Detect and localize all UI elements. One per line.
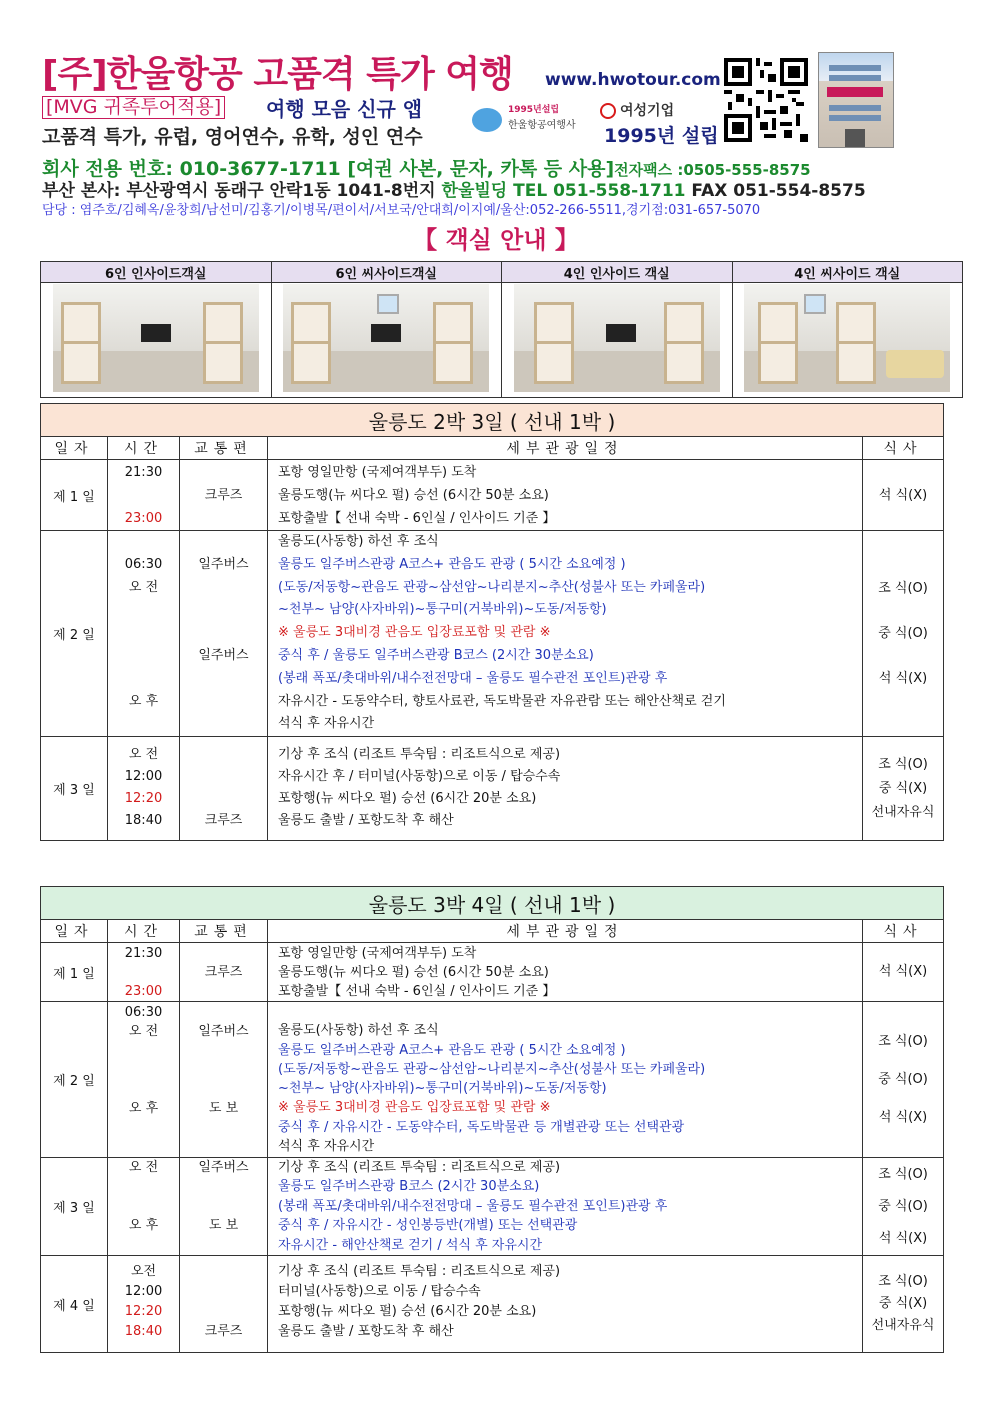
time-list bbox=[108, 531, 180, 737]
transport-text bbox=[180, 766, 267, 788]
time-text: 오 전 bbox=[128, 747, 159, 763]
app-tag: 여행 모음 신규 앱 bbox=[266, 97, 423, 121]
col-meal: 식사 bbox=[863, 920, 944, 943]
transport-list bbox=[180, 943, 268, 1002]
day-label: 제 2 일 bbox=[41, 1002, 108, 1158]
meal-text: 석 식(X) bbox=[878, 671, 928, 687]
itinerary-line: 울릉도 일주버스관광 A코스+ 관음도 관광 ( 5시간 소요예정 ) bbox=[278, 556, 626, 572]
transport-text: 크루즈 bbox=[204, 1324, 243, 1339]
tour-3n4d-table bbox=[40, 886, 944, 1353]
mvg-tag: [MVG 귀족투어적용] bbox=[42, 96, 225, 119]
time-text: 18:40 bbox=[124, 1324, 163, 1339]
itinerary-line: ※ 울릉도 3대비경 관음도 입장료포함 및 관람 ※ bbox=[278, 625, 551, 641]
time-text: 18:40 bbox=[124, 813, 163, 829]
col-time: 시간 bbox=[108, 437, 180, 460]
office-building-photo bbox=[818, 52, 894, 148]
transport-text bbox=[180, 1197, 267, 1216]
transport-text bbox=[180, 1177, 267, 1196]
col-detail: 세부관광일정 bbox=[268, 920, 863, 943]
itinerary-line: (도동/저동항~관음도 관광~삼선암~나리분지~추산(성불사 또는 카페울라) bbox=[278, 579, 706, 595]
time-text bbox=[108, 963, 179, 982]
day-label: 제 1 일 bbox=[41, 460, 108, 531]
time-text: 12:00 bbox=[124, 1284, 163, 1299]
itinerary-line: 석식 후 자유시간 bbox=[278, 716, 375, 732]
day-label: 제 2 일 bbox=[41, 531, 108, 737]
transport-text bbox=[180, 1282, 267, 1302]
meal-list bbox=[863, 1002, 944, 1158]
tour-title: 울릉도 2박 3일 ( 선내 1박 ) bbox=[41, 404, 944, 437]
col-transport: 교통편 bbox=[180, 437, 268, 460]
transport-text: 크루즈 bbox=[204, 813, 243, 829]
itinerary-line: 기상 후 조식 (리조트 투숙팀 : 리조트식으로 제공) bbox=[278, 1264, 561, 1279]
meal-list bbox=[863, 531, 944, 737]
transport-text: 일주버스 bbox=[198, 1160, 249, 1175]
time-text bbox=[108, 1177, 179, 1196]
time-text: 12:20 bbox=[124, 1304, 163, 1319]
itinerary-line: ~천부~ 남양(사자바위)~통구미(거북바위)~도동/저동항) bbox=[278, 1081, 607, 1097]
tour-2n3d-table bbox=[40, 403, 944, 841]
transport-text: 일주버스 bbox=[198, 647, 249, 663]
itinerary-lines bbox=[268, 1002, 863, 1158]
room-label: 6인 씨사이드객실 bbox=[271, 262, 502, 283]
itinerary-line: 울릉도 일주버스관광 B코스 (2시간 30분소요) bbox=[278, 1179, 540, 1195]
transport-list bbox=[180, 737, 268, 841]
transport-list bbox=[180, 531, 268, 737]
time-list bbox=[108, 1256, 180, 1353]
itinerary-line: ※ 울릉도 3대비경 관음도 입장료포함 및 관람 ※ bbox=[278, 1100, 551, 1116]
itinerary-line: 중식 후 / 울릉도 일주버스관광 B코스 (2시간 30분소요) bbox=[278, 647, 594, 663]
itinerary-line: 포항 영일만항 (국제여객부두) 도착 bbox=[278, 465, 477, 480]
room-label: 4인 인사이드 객실 bbox=[502, 262, 733, 283]
agency-name: 한울항공여행사 bbox=[508, 120, 576, 131]
day-label: 제 1 일 bbox=[41, 943, 108, 1002]
itinerary-line: (봉래 폭포/촛대바위/내수전전망대 – 울릉도 필수관전 포인트)관광 후 bbox=[278, 1198, 668, 1214]
meal-text: 석 식(X) bbox=[878, 964, 928, 979]
company-title: [주]한울항공 고품격 특가 여행 bbox=[42, 54, 513, 95]
transport-text bbox=[180, 1061, 267, 1080]
transport-text bbox=[180, 1262, 267, 1282]
time-text bbox=[108, 1197, 179, 1216]
meal-text: 선내자유식 bbox=[871, 1318, 935, 1333]
room-photo-cell bbox=[732, 283, 963, 398]
time-list bbox=[108, 737, 180, 841]
itinerary-line: 중식 후 / 자유시간 - 성인봉등반(개별) 또는 선택관광 bbox=[278, 1218, 578, 1234]
time-text: 06:30 bbox=[124, 1005, 163, 1020]
transport-text bbox=[180, 744, 267, 766]
time-text bbox=[108, 1061, 179, 1080]
time-list bbox=[108, 1158, 180, 1256]
time-text: 오 전 bbox=[128, 579, 159, 595]
meal-text: 조 식(O) bbox=[878, 1274, 928, 1289]
transport-list bbox=[180, 1158, 268, 1256]
itinerary-lines bbox=[268, 943, 863, 1002]
transport-text: 일주버스 bbox=[198, 1024, 249, 1040]
itinerary-line: 울릉도행(뉴 씨다오 펄) 승선 (6시간 50분 소요) bbox=[278, 488, 549, 503]
transport-list bbox=[180, 1002, 268, 1158]
time-text: 12:00 bbox=[124, 769, 163, 785]
room-label: 4인 씨사이드 객실 bbox=[732, 262, 963, 283]
time-text: 06:30 bbox=[124, 556, 163, 572]
time-text bbox=[108, 599, 179, 622]
transport-text: 도 보 bbox=[208, 1218, 239, 1234]
itinerary-line: 중식 후 / 자유시간 - 도동약수터, 독도박물관 등 개별관광 또는 선택관광 bbox=[278, 1119, 685, 1135]
time-text: 오 후 bbox=[128, 693, 159, 709]
col-day: 일자 bbox=[41, 920, 108, 943]
address-fax: FAX 051-554-8575 bbox=[685, 181, 866, 201]
room-guide-title: 【 객실 안내 】 bbox=[413, 226, 579, 254]
meal-text: 조 식(O) bbox=[878, 581, 928, 597]
meal-text: 중 식(O) bbox=[878, 1071, 928, 1087]
itinerary-line: 울릉도 출발 / 포항도착 후 해산 bbox=[278, 1324, 454, 1339]
meal-list bbox=[863, 737, 944, 841]
itinerary-lines bbox=[268, 1256, 863, 1353]
col-transport: 교통편 bbox=[180, 920, 268, 943]
founded-year: 1995년 설립 bbox=[604, 125, 719, 147]
itinerary-lines bbox=[268, 460, 863, 531]
transport-list bbox=[180, 1256, 268, 1353]
itinerary-line: 포항출발【 선내 숙박 - 6인실 / 인사이드 기준 】 bbox=[278, 984, 556, 999]
transport-text bbox=[180, 1003, 267, 1022]
transport-text bbox=[180, 507, 267, 530]
room-label: 6인 인사이드객실 bbox=[41, 262, 272, 283]
transport-text bbox=[180, 577, 267, 600]
address-line bbox=[42, 176, 866, 201]
meal-text: 중 식(O) bbox=[878, 1198, 928, 1214]
time-text: 오전 bbox=[130, 1264, 157, 1279]
tagline: 고품격 특가, 유럽, 영어연수, 유학, 성인 연수 bbox=[42, 126, 423, 148]
meal-text: 중 식(O) bbox=[878, 626, 928, 642]
time-text: 21:30 bbox=[124, 465, 163, 480]
transport-list bbox=[180, 460, 268, 531]
col-day: 일자 bbox=[41, 437, 108, 460]
time-text bbox=[108, 531, 179, 554]
itinerary-lines bbox=[268, 531, 863, 737]
time-list bbox=[108, 460, 180, 531]
col-detail: 세부관광일정 bbox=[268, 437, 863, 460]
time-text bbox=[108, 645, 179, 668]
itinerary-line: 자유시간 후 / 터미널(사동항)으로 이동 / 탑승수속 bbox=[278, 769, 561, 785]
transport-text: 일주버스 bbox=[198, 556, 249, 572]
itinerary-line: (도동/저동항~관음도 관광~삼선암~나리분지~추산(성불사 또는 카페울라) bbox=[278, 1061, 706, 1077]
time-text bbox=[108, 713, 179, 736]
time-text: 23:00 bbox=[124, 511, 163, 526]
room-photo bbox=[514, 284, 720, 392]
phone-number: 회사 전용 번호: 010-3677-1711 [여권 사본, 문자, 카톡 등 사용] bbox=[42, 158, 615, 180]
transport-text bbox=[180, 944, 267, 963]
agency-logo bbox=[470, 100, 590, 140]
meal-text: 선내자유식 bbox=[871, 804, 935, 820]
itinerary-line bbox=[278, 1002, 862, 1021]
itinerary-line: (봉래 폭포/촛대바위/내수전전망대 – 울릉도 필수관전 포인트)관광 후 bbox=[278, 670, 668, 686]
itinerary-line: 포항 영일만항 (국제여객부두) 도착 bbox=[278, 946, 477, 961]
time-text: 오 전 bbox=[128, 1160, 159, 1175]
itinerary-line: 포항출발【 선내 숙박 - 6인실 / 인사이드 기준 】 bbox=[278, 511, 556, 526]
staff-list: 담당 : 염주호/김혜옥/윤창희/남선미/김홍기/이병목/편이서/서보국/안대희/이지예/울산:052-266-5511,경기점:031-657-5070 bbox=[42, 203, 761, 218]
transport-text: 크루즈 bbox=[204, 488, 243, 503]
transport-text: 도 보 bbox=[208, 1101, 239, 1117]
time-text: 12:20 bbox=[124, 791, 163, 807]
time-text bbox=[108, 622, 179, 645]
transport-text bbox=[180, 1042, 267, 1061]
day-label: 제 3 일 bbox=[41, 737, 108, 841]
time-text bbox=[108, 1119, 179, 1138]
col-time: 시간 bbox=[108, 920, 180, 943]
women-biz-icon bbox=[600, 103, 616, 119]
meal-text: 조 식(O) bbox=[878, 1033, 928, 1049]
time-text bbox=[108, 484, 179, 507]
website-link[interactable]: www.hwotour.com bbox=[545, 70, 721, 90]
room-table bbox=[40, 261, 963, 398]
itinerary-line: 울릉도(사동항) 하선 후 조식 bbox=[278, 1023, 439, 1039]
itinerary-line: 포항행(뉴 씨다오 펄) 승선 (6시간 20분 소요) bbox=[278, 1304, 537, 1319]
itinerary-line: 울릉도행(뉴 씨다오 펄) 승선 (6시간 50분 소요) bbox=[278, 965, 549, 980]
meal-text: 석 식(X) bbox=[878, 1230, 928, 1246]
time-text: 오 후 bbox=[128, 1218, 159, 1234]
transport-text: 크루즈 bbox=[204, 965, 243, 980]
transport-text bbox=[180, 599, 267, 622]
itinerary-line: 터미널(사동항)으로 이동 / 탑승수속 bbox=[278, 1284, 481, 1299]
transport-text bbox=[180, 1236, 267, 1255]
itinerary-line: 자유시간 - 도동약수터, 향토사료관, 독도박물관 자유관람 또는 해안산책로 걷기 bbox=[278, 693, 726, 709]
room-photo bbox=[744, 284, 950, 392]
meal-text: 중 식(X) bbox=[878, 780, 928, 796]
room-photo bbox=[53, 284, 259, 392]
itinerary-lines bbox=[268, 1158, 863, 1256]
meal-text: 석 식(X) bbox=[878, 487, 928, 503]
itinerary-line: 포항행(뉴 씨다오 펄) 승선 (6시간 20분 소요) bbox=[278, 791, 537, 807]
meal-list bbox=[863, 1256, 944, 1353]
transport-text bbox=[180, 982, 267, 1001]
globe-icon bbox=[472, 108, 502, 132]
time-text: 오 전 bbox=[128, 1024, 159, 1040]
itinerary-line: 울릉도(사동항) 하선 후 조식 bbox=[278, 534, 439, 549]
room-photo-cell bbox=[502, 283, 733, 398]
meal-text: 조 식(O) bbox=[878, 756, 928, 772]
itinerary-line: 울릉도 출발 / 포항도착 후 해산 bbox=[278, 813, 454, 829]
time-text: 21:30 bbox=[124, 946, 163, 961]
time-text bbox=[108, 668, 179, 691]
transport-text bbox=[180, 622, 267, 645]
transport-text bbox=[180, 788, 267, 810]
transport-text bbox=[180, 461, 267, 484]
col-meal: 식사 bbox=[863, 437, 944, 460]
women-biz-badge bbox=[600, 100, 674, 120]
time-text bbox=[108, 1042, 179, 1061]
transport-text bbox=[180, 713, 267, 736]
itinerary-lines bbox=[268, 737, 863, 841]
day-label: 제 3 일 bbox=[41, 1158, 108, 1256]
women-biz-label: 여성기업 bbox=[620, 103, 675, 119]
meal-text: 조 식(O) bbox=[878, 1166, 928, 1182]
transport-text bbox=[180, 668, 267, 691]
transport-text bbox=[180, 1302, 267, 1322]
time-text bbox=[108, 1080, 179, 1099]
meal-list bbox=[863, 1158, 944, 1256]
time-text: 오 후 bbox=[128, 1101, 159, 1117]
est-year: 1995년설립 bbox=[508, 105, 560, 115]
transport-text bbox=[180, 1080, 267, 1099]
day-label: 제 4 일 bbox=[41, 1256, 108, 1353]
transport-text bbox=[180, 1119, 267, 1138]
itinerary-line: ~천부~ 남양(사자바위)~통구미(거북바위)~도동/저동항) bbox=[278, 602, 607, 618]
itinerary-line: 기상 후 조식 (리조트 투숙팀 : 리조트식으로 제공) bbox=[278, 1160, 561, 1175]
itinerary-line: 울릉도 일주버스관광 A코스+ 관음도 관광 ( 5시간 소요예정 ) bbox=[278, 1042, 626, 1058]
meal-text: 중 식(X) bbox=[878, 1296, 928, 1311]
tour-title: 울릉도 3박 4일 ( 선내 1박 ) bbox=[41, 887, 944, 920]
time-text: 23:00 bbox=[124, 984, 163, 999]
qr-code-icon[interactable] bbox=[724, 58, 808, 142]
itinerary-line: 자유시간 - 해안산책로 걷기 / 석식 후 자유시간 bbox=[278, 1237, 543, 1253]
building-tel: 한울빌딩 TEL 051-558-1711 bbox=[441, 181, 686, 201]
time-list bbox=[108, 943, 180, 1002]
room-photo bbox=[283, 284, 489, 392]
transport-text bbox=[180, 691, 267, 714]
time-text bbox=[108, 1236, 179, 1255]
transport-text bbox=[180, 531, 267, 554]
room-photo-cell bbox=[41, 283, 272, 398]
address-text: 부산 본사: 부산광역시 동래구 안락1동 1041-8번지 bbox=[42, 181, 442, 201]
meal-list bbox=[863, 460, 944, 531]
meal-list bbox=[863, 943, 944, 1002]
itinerary-line: 석식 후 자유시간 bbox=[278, 1139, 375, 1155]
time-list bbox=[108, 1002, 180, 1158]
e-fax: 전자팩스 :0505-555-8575 bbox=[614, 161, 811, 179]
meal-text: 석 식(X) bbox=[878, 1109, 928, 1125]
room-photo-cell bbox=[271, 283, 502, 398]
itinerary-line: 기상 후 조식 (리조트 투숙팀 : 리조트식으로 제공) bbox=[278, 747, 561, 763]
